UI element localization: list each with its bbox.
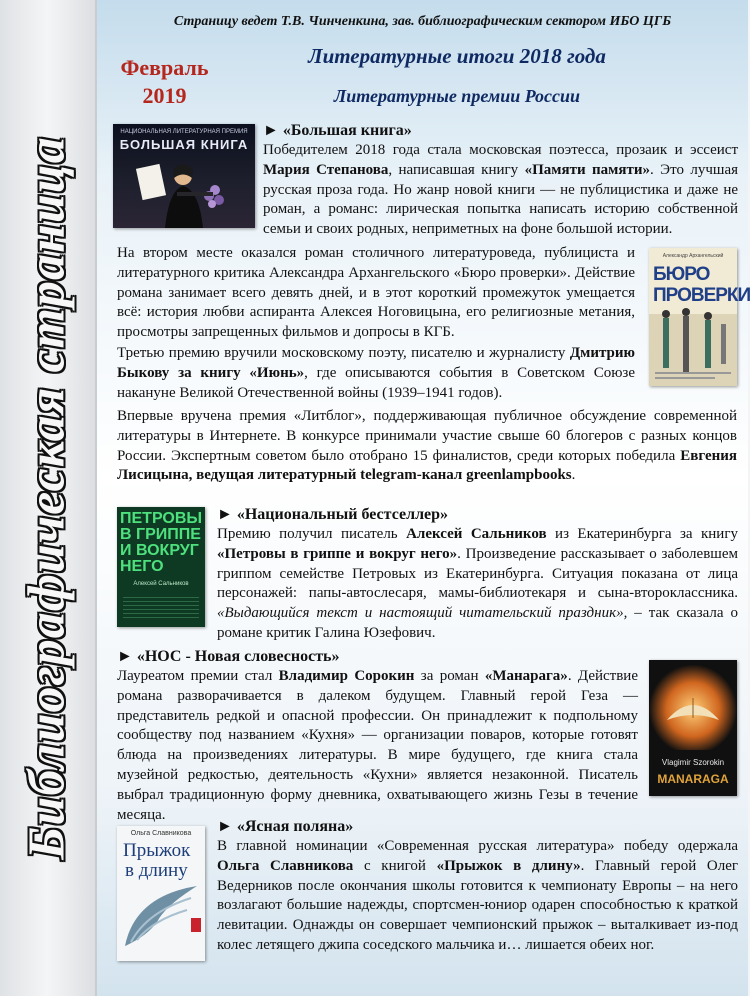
pryzhok-cover-title-2: в длину	[125, 860, 188, 881]
litblog-text: Впервые вручена премия «Литблог», поддерживающая публичное обсуждение современной литературы в Интернете. В конкурсе принимали участие свыше 60 блогеров с разных концов России. Экспертным советом было отобрано 15 финалистов, среди которых победила Евгения Лисицына, ведущая литературный telegram-канал greenlampbooks.	[117, 408, 737, 484]
byuro-cover-illustration	[649, 248, 737, 386]
main-content	[97, 0, 748, 996]
petrovy-cover-blurb	[123, 597, 199, 621]
byuro-cover-title-2: ПРОВЕРКИ	[653, 285, 750, 306]
pryzhok-cover-author: Ольга Славникова	[130, 830, 192, 837]
photo-caption-top: НАЦИОНАЛЬНАЯ ЛИТЕРАТУРНАЯ ПРЕМИЯ	[120, 129, 248, 135]
manaraga-cover-illustration	[649, 660, 737, 750]
pryzhok-cover-wing	[117, 826, 205, 961]
pryzhok-cover-title-1: Прыжок	[123, 840, 191, 861]
manaraga-cover-title: MANARAGA	[657, 772, 729, 786]
nos-heading: ► «НОС - Новая словесность»	[117, 648, 340, 665]
manaraga-cover-author: Vlagimir Szorokin	[661, 758, 725, 767]
bolshaya-kniga-heading: ► «Большая книга»	[263, 122, 412, 139]
page-title: Литературные итоги 2018 года	[308, 44, 606, 68]
laureate-figure	[113, 124, 255, 228]
byuro-cover-title-1: БЮРО	[653, 264, 710, 285]
pryzhok-cover	[117, 826, 205, 961]
award-ceremony-photo	[113, 124, 255, 228]
nos-text: Лауреатом премии стал Владимир Сорокин за роман «Манарага». Действие романа разворачивается в далеком будущем. Главный герой Геза — представитель редкой и опасной профессии. Он принадлежит к подпольному сообществу под названием «Кухня» — организации поваров, которые готовят блюда на произведениях литературы. В мире будущего, где книга стала музейной редкостью, деятельность «Кухни» является незаконной. Писатель выбрал традиционную форму дневника, охватывающего жизнь Гезы в течение месяца.	[117, 668, 638, 823]
sidebar	[0, 0, 97, 996]
yasnaya-heading: ► «Ясная поляна»	[217, 818, 354, 835]
month-label: Февраль	[120, 55, 209, 80]
bolshaya-kniga-second-place-text: На втором месте оказался роман столичного литературоведа, публициста и литературного критика Александра Архангельского «Бюро проверки». Действие романа занимает всего девять дней, и в этот короткий промежуток умещается всё: история любви аспиранта Алексея Ноговицына, его религиозные метания, просмотры запрещенных фильмов и допросы в КГБ.	[117, 245, 635, 341]
year-label: 2019	[142, 83, 187, 108]
bolshaya-kniga-third-place-text: Третью премию вручили московскому поэту, писателю и журналисту Дмитрию Быкову за книгу «Июнь», где описываются события в Советском Союзе накануне Великой Отечественной войны (1939–1941 годов).	[117, 345, 635, 401]
petrovy-cover-title: ПЕТРОВЫ В ГРИППЕ И ВОКРУГ НЕГО	[120, 510, 203, 575]
petrovy-cover-author: Алексей Сальников	[133, 581, 189, 587]
bestseller-text: Премию получил писатель Алексей Сальников из Екатеринбурга за книгу «Петровы в гриппе и вокруг него». Произведение рассказывает о заболевшем гриппом семействе Петровых из Екатеринбурга. Ситуация показана от лица персонажей: папы-автослесаря, мамы-библиотекаря и сына-второклассника. «Выдающийся текст и настоящий читательский праздник», – так сказала о романе критик Галина Юзефович.	[217, 526, 738, 641]
manaraga-cover	[649, 660, 737, 796]
byuro-proverki-cover	[649, 248, 750, 386]
editor-note: Страницу ведет Т.В. Чинченкина, зав. библиографическим сектором ИБО ЦГБ	[173, 14, 672, 29]
bestseller-heading: ► «Национальный бестселлер»	[217, 506, 449, 523]
petrovy-cover	[117, 507, 205, 627]
sidebar-title: Библиографическая страница	[18, 136, 76, 860]
yasnaya-text: В главной номинации «Современная русская литература» победу одержала Ольга Славникова с книгой «Прыжок в длину». Главный герой Олег Ведерников после окончания школы готовится к чемпионату Европы – на него возлагают большие надежды, спортсмен-юниор одарен способностью к краткой левитации. Однажды он совершает чемпионский прыжок – выталкивает из-под колес летящего джипа соседского мальчика и… лишается обеих ног.	[217, 838, 739, 953]
photo-caption-main: БОЛЬШАЯ КНИГА	[119, 137, 249, 152]
byuro-cover-author: Александр Архангельский	[662, 253, 724, 259]
page-subtitle: Литературные премии России	[333, 86, 581, 106]
bolshaya-kniga-winner-text: Победителем 2018 года стала московская поэтесса, прозаик и эссеист Мария Степанова, написавшая книгу «Памяти памяти». Это лучшая русская проза года. Но жанр новой книги — не публицистика и даже не роман, а романс: лирическая попытка написать историю собственной семьи и своих родных, неприметных на фоне большой истории.	[263, 142, 738, 238]
issue-date	[107, 54, 222, 110]
